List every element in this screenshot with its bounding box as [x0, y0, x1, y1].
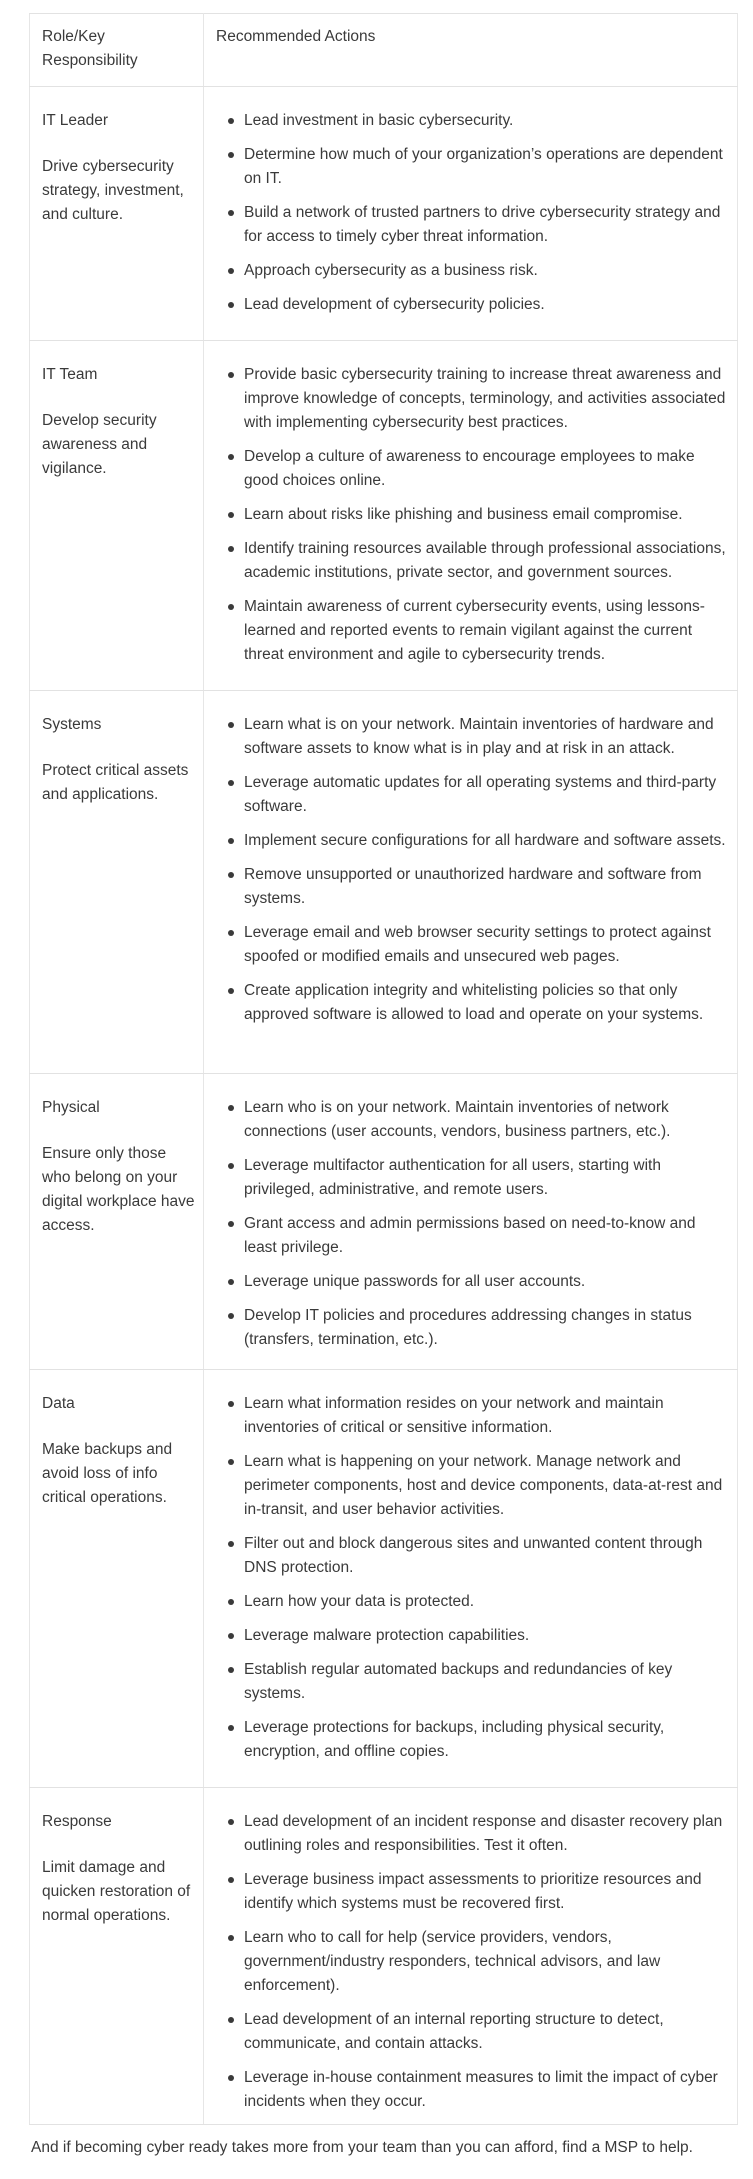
action-item: Leverage automatic updates for all operating systems and third-party software. — [244, 771, 729, 819]
role-name: Response — [42, 1813, 112, 1830]
action-item: Learn who is on your network. Maintain inventories of network connections (user accounts, vendors, business partners, etc.). — [244, 1096, 729, 1144]
action-item: Leverage in-house containment measures to limit the impact of cyber incidents when they occur. — [244, 2066, 729, 2114]
action-item: Learn what is happening on your network. Manage network and perimeter components, host and device components, data-at-rest and in-transit, and user behavior activities. — [244, 1450, 729, 1522]
action-item: Learn who to call for help (service providers, vendors, government/industry responders, technical advisors, and law enforcement). — [244, 1926, 729, 1998]
actions-cell — [204, 1788, 738, 2125]
role-cell — [30, 1788, 204, 2125]
action-item: Develop a culture of awareness to encourage employees to make good choices online. — [244, 445, 729, 493]
role-name: Physical — [42, 1099, 100, 1116]
action-item: Learn about risks like phishing and business email compromise. — [244, 503, 729, 527]
action-item: Filter out and block dangerous sites and unwanted content through DNS protection. — [244, 1532, 729, 1580]
action-item: Learn how your data is protected. — [244, 1590, 729, 1614]
table-row-it-team — [30, 341, 738, 691]
role-description: Develop security awareness and vigilance. — [42, 412, 157, 477]
actions-cell — [204, 1370, 738, 1788]
action-item: Implement secure configurations for all hardware and software assets. — [244, 829, 729, 853]
role-cell — [30, 691, 204, 1074]
action-item: Lead development of an internal reporting structure to detect, communicate, and contain attacks. — [244, 2008, 729, 2056]
role-cell — [30, 341, 204, 691]
actions-cell — [204, 691, 738, 1074]
action-item: Approach cybersecurity as a business risk. — [244, 259, 729, 283]
action-item: Lead development of an incident response and disaster recovery plan outlining roles and responsibilities. Test it often. — [244, 1810, 729, 1858]
action-item: Leverage email and web browser security settings to protect against spoofed or modified emails and unsecured web pages. — [244, 921, 729, 969]
action-item: Grant access and admin permissions based on need-to-know and least privilege. — [244, 1212, 729, 1260]
action-item: Build a network of trusted partners to drive cybersecurity strategy and for access to timely cyber threat information. — [244, 201, 729, 249]
action-item: Lead development of cybersecurity policies. — [244, 293, 729, 317]
role-name: IT Team — [42, 366, 98, 383]
action-item: Create application integrity and whitelisting policies so that only approved software is allowed to load and operate on your systems. — [244, 979, 729, 1027]
role-description: Make backups and avoid loss of info critical operations. — [42, 1441, 173, 1506]
table-row-it-leader — [30, 87, 738, 341]
role-name: IT Leader — [42, 112, 109, 129]
actions-cell — [204, 1074, 738, 1370]
action-item: Leverage malware protection capabilities. — [244, 1624, 729, 1648]
actions-list — [216, 1810, 729, 2114]
actions-list — [216, 1392, 729, 1764]
role-description: Protect critical assets and applications. — [42, 762, 189, 803]
table-header-row — [30, 14, 738, 87]
role-cell — [30, 87, 204, 341]
header-role-key-responsibility: Role/Key Responsibility — [30, 14, 204, 87]
action-item: Develop IT policies and procedures addressing changes in status (transfers, termination, etc.). — [244, 1304, 729, 1352]
table-row-systems — [30, 691, 738, 1074]
table-row-data — [30, 1370, 738, 1788]
role-name: Systems — [42, 716, 102, 733]
role-name: Data — [42, 1395, 75, 1412]
action-item: Maintain awareness of current cybersecurity events, using lessons-learned and reported events to remain vigilant against the current threat environment and agile to cybersecurity trends. — [244, 595, 729, 667]
action-item: Identify training resources available through professional associations, academic institutions, private sector, and government sources. — [244, 537, 729, 585]
table-row-response — [30, 1788, 738, 2125]
roles-actions-table — [29, 13, 738, 2125]
action-item: Learn what information resides on your network and maintain inventories of critical or sensitive information. — [244, 1392, 729, 1440]
action-item: Provide basic cybersecurity training to increase threat awareness and improve knowledge of concepts, terminology, and activities associated with implementing cybersecurity best practices. — [244, 363, 729, 435]
role-description: Drive cybersecurity strategy, investment, and culture. — [42, 158, 184, 223]
actions-list — [216, 1096, 729, 1352]
footer-note: And if becoming cyber ready takes more from your team than you can afford, find a MSP to help. — [31, 2139, 693, 2156]
action-item: Lead investment in basic cybersecurity. — [244, 109, 729, 133]
table-row-physical — [30, 1074, 738, 1370]
action-item: Leverage business impact assessments to prioritize resources and identify which systems must be recovered first. — [244, 1868, 729, 1916]
actions-cell — [204, 341, 738, 691]
actions-list — [216, 363, 729, 667]
action-item: Leverage protections for backups, including physical security, encryption, and offline copies. — [244, 1716, 729, 1764]
action-item: Determine how much of your organization’s operations are dependent on IT. — [244, 143, 729, 191]
action-item: Remove unsupported or unauthorized hardware and software from systems. — [244, 863, 729, 911]
actions-list — [216, 713, 729, 1027]
role-cell — [30, 1074, 204, 1370]
action-item: Learn what is on your network. Maintain inventories of hardware and software assets to know what is in play and at risk in an attack. — [244, 713, 729, 761]
actions-cell — [204, 87, 738, 341]
action-item: Establish regular automated backups and redundancies of key systems. — [244, 1658, 729, 1706]
header-recommended-actions: Recommended Actions — [204, 14, 738, 87]
role-description: Ensure only those who belong on your digital workplace have access. — [42, 1145, 195, 1234]
action-item: Leverage unique passwords for all user accounts. — [244, 1270, 729, 1294]
role-cell — [30, 1370, 204, 1788]
role-description: Limit damage and quicken restoration of normal operations. — [42, 1859, 191, 1924]
actions-list — [216, 109, 729, 317]
action-item: Leverage multifactor authentication for all users, starting with privileged, administrative, and remote users. — [244, 1154, 729, 1202]
